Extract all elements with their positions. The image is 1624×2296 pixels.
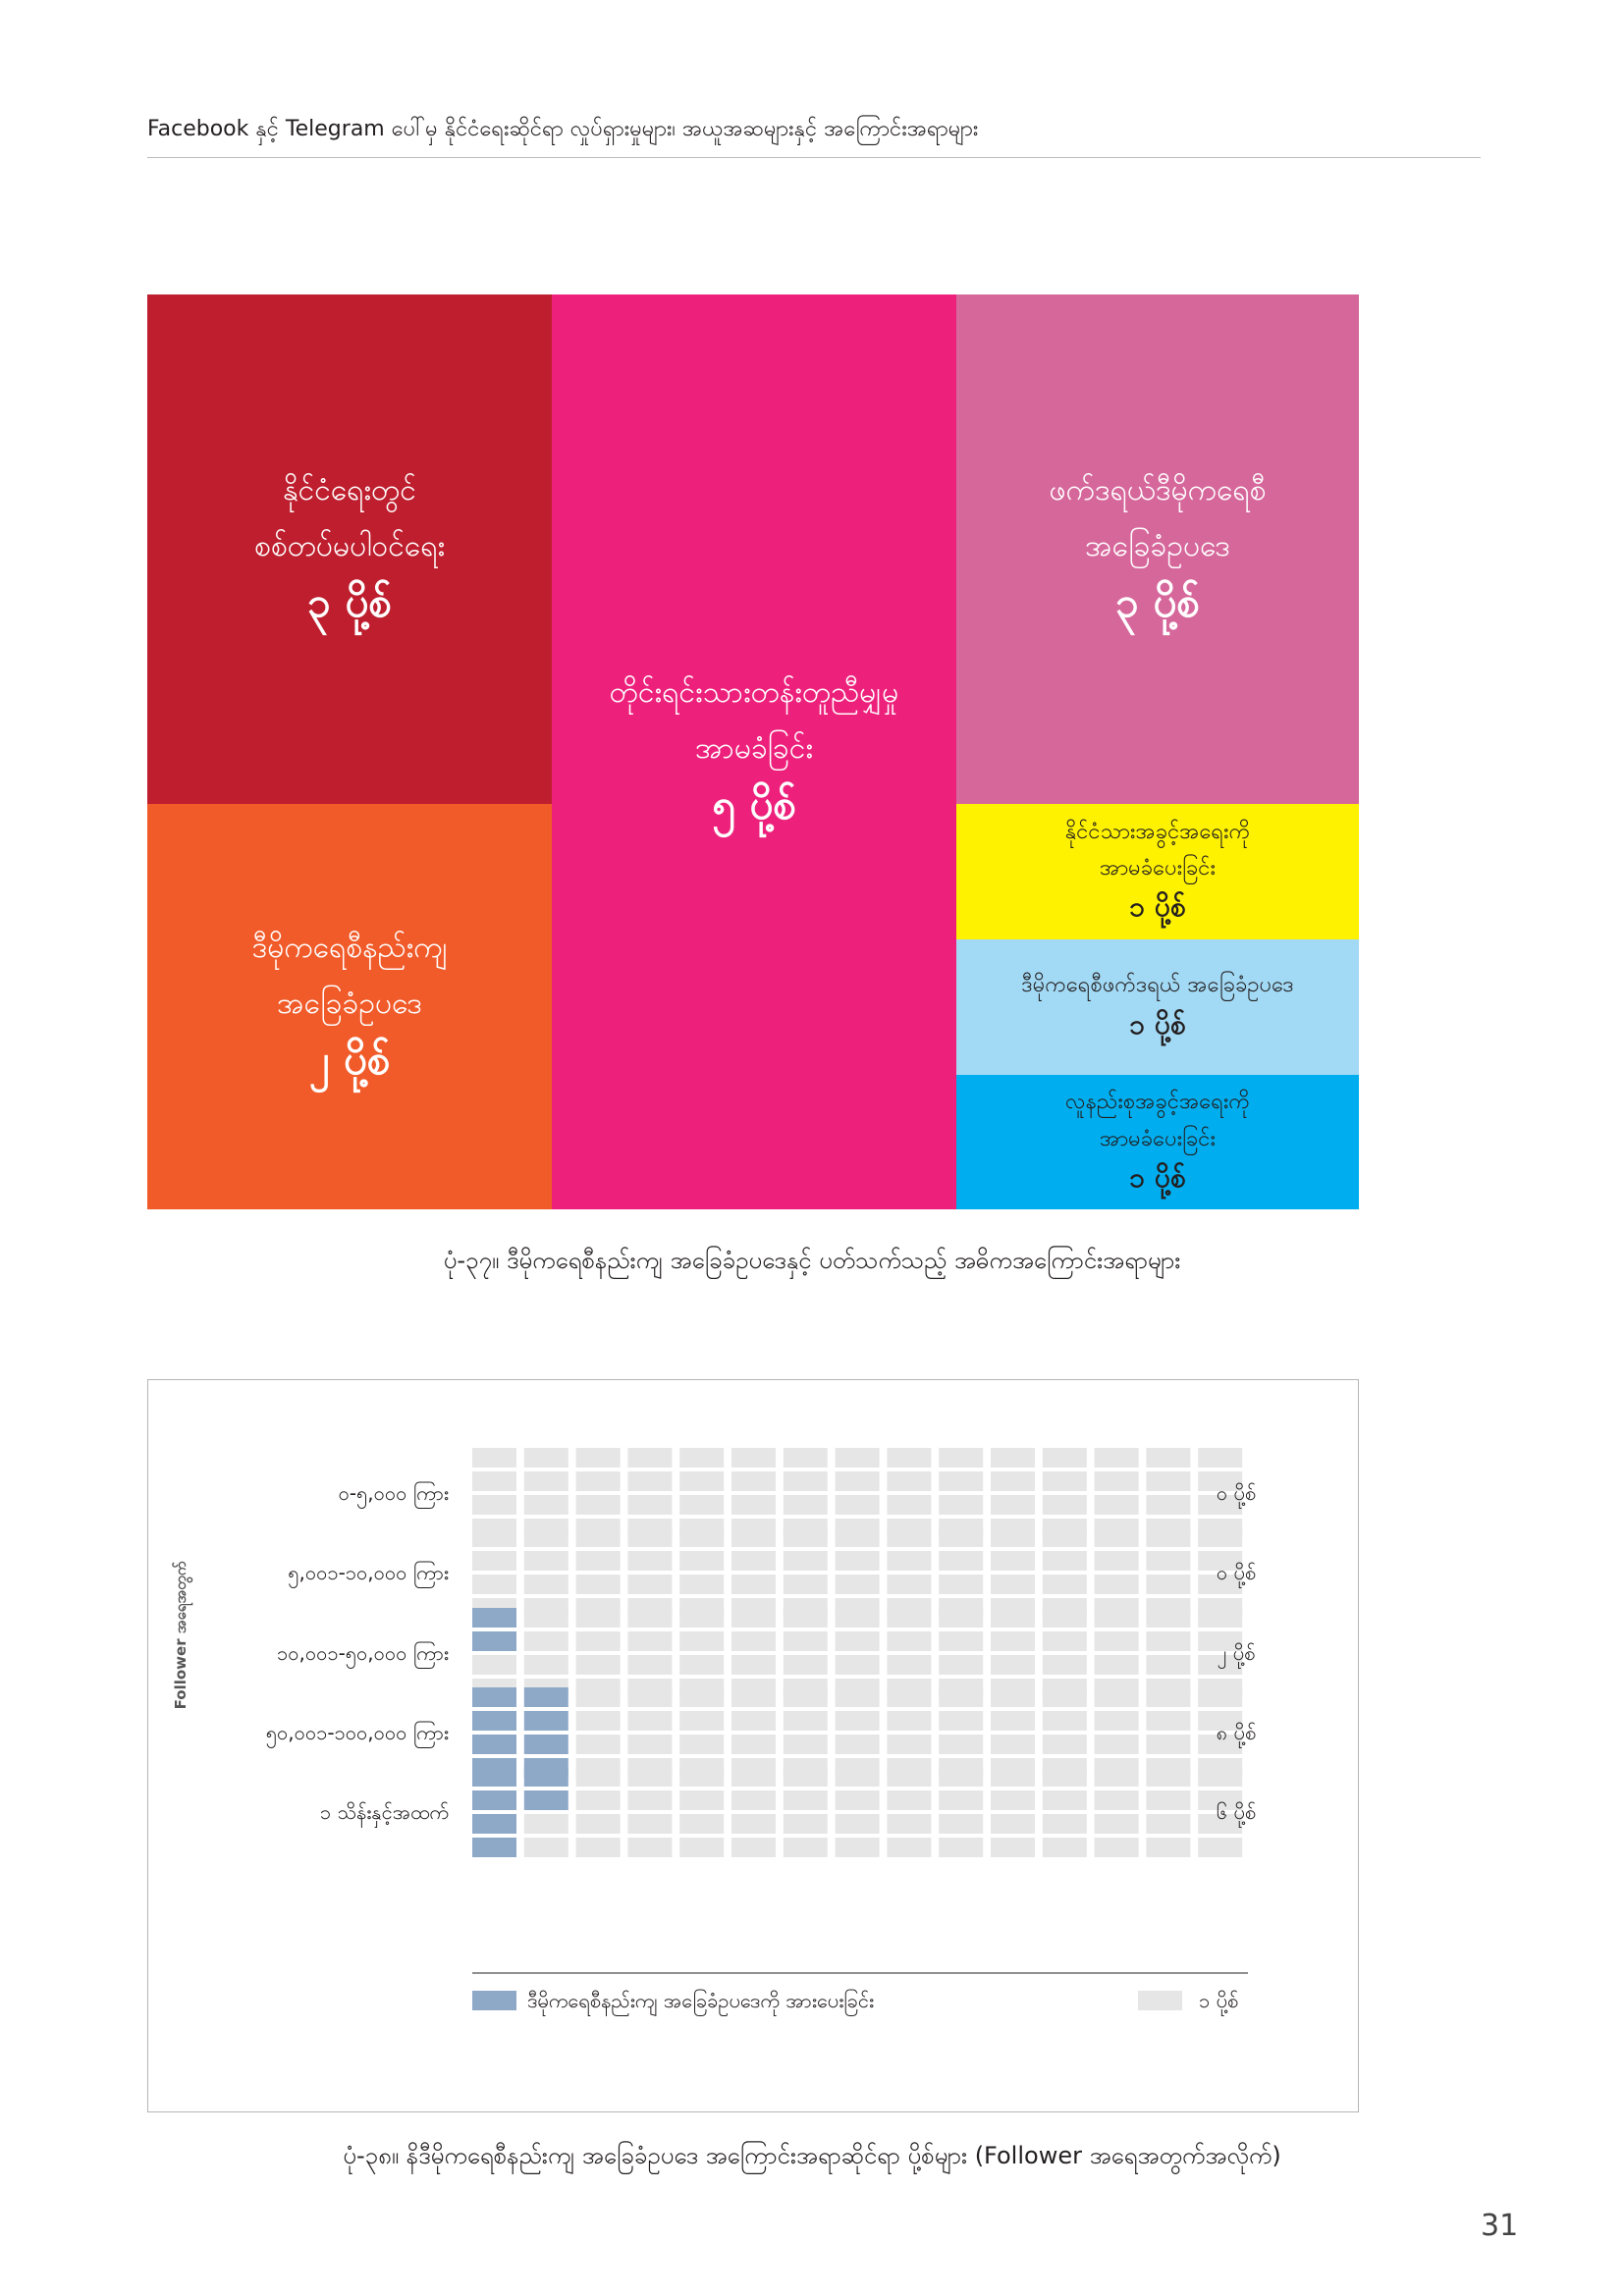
tile-minority-count: ၁ ပို့စ် [1129,1160,1186,1194]
waffle-cell-empty [627,1448,672,1468]
tile-federal-line2: အခြေခံဥပဒေ [1085,528,1230,563]
waffle-cell-empty [939,1711,983,1731]
waffle-cell-empty [939,1551,983,1571]
tile-military [147,294,552,804]
waffle-cell-empty [991,1814,1035,1834]
waffle-cell-empty [1198,1527,1242,1547]
waffle-cell-empty [887,1790,931,1810]
waffle-cell-empty [1146,1448,1190,1468]
waffle-cell-filled [472,1814,516,1834]
tile-democratic-federal [956,939,1359,1075]
waffle-cell-empty [1095,1608,1139,1628]
waffle-cell-empty [1146,1655,1190,1675]
tile-military-line1: နိုင်ငံရေးတွင် [283,472,416,507]
waffle-cell-empty [731,1790,776,1810]
tile-federal-democracy [956,294,1359,804]
waffle-cell-empty [1146,1687,1190,1707]
waffle-cell-empty [1146,1551,1190,1571]
waffle-cell-empty [939,1790,983,1810]
waffle-cell-empty [731,1448,776,1468]
waffle-cell-empty [1043,1790,1087,1810]
value-label: ၀ ပို့စ် [1216,1561,1257,1584]
waffle-cell-empty [784,1655,828,1675]
waffle-cell-empty [836,1814,880,1834]
waffle-cell-empty [679,1631,724,1651]
waffle-cell-empty [679,1814,724,1834]
waffle-cell-empty [627,1735,672,1754]
waffle-cell-empty [939,1687,983,1707]
waffle-cell-empty [1146,1814,1190,1834]
waffle-cell-empty [679,1838,724,1857]
waffle-cell-empty [472,1527,516,1547]
legend-filled-swatch [472,1991,516,2010]
waffle-cell-empty [991,1655,1035,1675]
waffle-cell-empty [1146,1608,1190,1628]
category-label: ၁ သိန်းနှင့်အထက် [319,1800,449,1824]
waffle-cell-empty [939,1655,983,1675]
waffle-cell-empty [679,1711,724,1731]
waffle-cell-empty [1198,1608,1242,1628]
waffle-cell-empty [731,1551,776,1571]
tile-military-line2: စစ်တပ်မပါဝင်ရေး [253,528,446,563]
waffle-cell-empty [731,1527,776,1547]
follower-waffle-panel [147,1379,1359,2112]
waffle-cell-empty [1095,1767,1139,1787]
waffle-cell-empty [731,1711,776,1731]
waffle-cell-empty [887,1655,931,1675]
waffle-cell-empty [679,1687,724,1707]
waffle-cell-empty [524,1551,568,1571]
category-label: ၀-၅,၀၀၀ ကြား [338,1481,449,1505]
waffle-cell-empty [1095,1631,1139,1651]
waffle-cell-empty [887,1735,931,1754]
waffle-cell-empty [1043,1767,1087,1787]
y-axis-label: Follower အရေအတွက် [172,1561,189,1710]
waffle-cell-empty [784,1551,828,1571]
waffle-cell-empty [679,1790,724,1810]
waffle-cell-empty [679,1448,724,1468]
waffle-cell-empty [1043,1711,1087,1731]
waffle-cell-empty [836,1790,880,1810]
waffle-cell-empty [836,1735,880,1754]
tile-federal-count: ၃ ပို့စ် [1115,577,1200,626]
waffle-cell-empty [627,1814,672,1834]
tile-citizen-line2: အာမခံပေးခြင်း [1099,856,1217,881]
tile-democratic-line2: အခြေခံဥပဒေ [277,986,422,1021]
waffle-cell-empty [1198,1767,1242,1787]
waffle-cell-empty [1043,1448,1087,1468]
waffle-cell-empty [887,1527,931,1547]
tile-ethnic-equality [552,294,956,1209]
waffle-cell-empty [524,1838,568,1857]
waffle-cell-empty [576,1838,621,1857]
waffle-cell-empty [524,1608,568,1628]
waffle-cell-empty [1146,1790,1190,1810]
tile-citizen-count: ၁ ပို့စ် [1129,890,1186,924]
waffle-cell-empty [576,1471,621,1491]
waffle-cell-empty [731,1687,776,1707]
waffle-cell-empty [836,1471,880,1491]
waffle-cell-empty [991,1790,1035,1810]
waffle-cell-empty [784,1767,828,1787]
waffle-cell-empty [991,1527,1035,1547]
waffle-cell-empty [1095,1790,1139,1810]
waffle-cell-empty [991,1711,1035,1731]
waffle-cell-empty [1043,1495,1087,1515]
tile-demfed-count: ၁ ပို့စ် [1129,1007,1186,1041]
waffle-cell-filled [472,1735,516,1754]
waffle-cell-empty [784,1631,828,1651]
waffle-cell-empty [731,1735,776,1754]
waffle-cell-empty [679,1551,724,1571]
waffle-cell-empty [1198,1687,1242,1707]
waffle-cell-empty [576,1767,621,1787]
waffle-cell-empty [784,1687,828,1707]
waffle-cell-empty [576,1631,621,1651]
waffle-cell-empty [679,1527,724,1547]
waffle-cell-empty [1043,1631,1087,1651]
waffle-cell-empty [991,1471,1035,1491]
waffle-cell-empty [576,1551,621,1571]
waffle-cell-filled [472,1838,516,1857]
waffle-cell-empty [731,1608,776,1628]
waffle-cell-empty [576,1608,621,1628]
waffle-cell-empty [991,1495,1035,1515]
waffle-cell-empty [991,1838,1035,1857]
waffle-cell-empty [784,1448,828,1468]
waffle-cell-filled [524,1687,568,1707]
tile-military-count: ၃ ပို့စ် [307,577,392,626]
waffle-cell-empty [731,1631,776,1651]
waffle-cell-empty [679,1655,724,1675]
waffle-cell-filled [472,1687,516,1707]
waffle-cell-empty [627,1790,672,1810]
waffle-cell-empty [1043,1527,1087,1547]
waffle-cell-empty [784,1735,828,1754]
waffle-cell-empty [1146,1711,1190,1731]
waffle-cell-empty [679,1575,724,1594]
tile-democratic-count: ၂ ပို့စ် [308,1035,391,1084]
waffle-cell-empty [836,1448,880,1468]
waffle-cell-empty [524,1448,568,1468]
waffle-cell-empty [1095,1814,1139,1834]
tile-minority-line1: လူနည်းစုအခွင့်အရေးကို [1065,1090,1250,1115]
waffle-cell-empty [627,1838,672,1857]
waffle-cell-filled [472,1767,516,1787]
waffle-cell-empty [991,1608,1035,1628]
running-header: Facebook နှင့် Telegram ပေါ်မှ နိုင်ငံရေးဆိုင်ရာ လှုပ်ရှားမှုများ၊ အယူအဆများနှင့် အကြောင်းအရာများ [147,117,979,141]
waffle-cell-filled [524,1735,568,1754]
waffle-cell-empty [1095,1711,1139,1731]
waffle-cell-empty [836,1655,880,1675]
waffle-cell-empty [679,1608,724,1628]
waffle-cell-empty [524,1527,568,1547]
waffle-cell-empty [784,1575,828,1594]
waffle-cell-empty [939,1448,983,1468]
waffle-cell-empty [1095,1687,1139,1707]
waffle-cell-empty [887,1551,931,1571]
waffle-cell-empty [836,1687,880,1707]
tile-ethnic-line1: တိုင်းရင်းသားတန်းတူညီမျှမှု [609,675,899,710]
tile-ethnic-line2: အာမခံခြင်း [694,731,814,766]
figure-37-caption: ပုံ-၃၇။ ဒီမိုကရေစီနည်းကျ အခြေခံဥပဒေနှင့် ပတ်သက်သည့် အဓိကအကြောင်းအရာများ [443,1247,1181,1274]
waffle-cell-empty [784,1495,828,1515]
waffle-cell-empty [731,1838,776,1857]
waffle-cell-empty [1095,1735,1139,1754]
waffle-cell-empty [939,1767,983,1787]
waffle-cell-empty [472,1471,516,1491]
waffle-cell-empty [1043,1735,1087,1754]
waffle-cell-empty [784,1838,828,1857]
waffle-cell-empty [1095,1551,1139,1571]
waffle-cell-empty [939,1814,983,1834]
waffle-cell-empty [524,1655,568,1675]
waffle-cell-empty [731,1471,776,1491]
waffle-cell-empty [991,1767,1035,1787]
figure-38-caption: ပုံ-၃၈။ နိဒီမိုကရေစီနည်းကျ အခြေခံဥပဒေ အကြောင်းအရာဆိုင်ရာ ပို့စ်များ (Follower အရေအတွက်အလိုက်) [343,2142,1281,2169]
waffle-cell-empty [887,1631,931,1651]
waffle-cell-empty [627,1551,672,1571]
waffle-cell-empty [731,1655,776,1675]
value-label: ၆ ပို့စ် [1216,1800,1257,1824]
value-label: ၀ ပို့စ် [1216,1481,1257,1505]
waffle-cell-empty [1043,1655,1087,1675]
waffle-cell-empty [576,1790,621,1810]
waffle-cell-empty [731,1814,776,1834]
waffle-cell-empty [1095,1655,1139,1675]
waffle-cell-empty [576,1711,621,1731]
waffle-cell-empty [1095,1575,1139,1594]
waffle-cell-empty [887,1608,931,1628]
waffle-cell-empty [472,1448,516,1468]
waffle-cell-empty [1146,1838,1190,1857]
header-divider [147,157,1481,158]
waffle-cell-empty [627,1687,672,1707]
waffle-cell-empty [1146,1767,1190,1787]
waffle-cell-empty [1043,1551,1087,1571]
waffle-cell-empty [679,1767,724,1787]
tile-citizen-rights [956,804,1359,939]
waffle-cell-empty [627,1711,672,1731]
tile-minority-line2: အာမခံပေးခြင်း [1099,1126,1217,1151]
waffle-cell-empty [887,1767,931,1787]
tile-ethnic-count: ၅ ပို့စ် [712,780,796,828]
waffle-cell-empty [679,1495,724,1515]
waffle-cell-empty [627,1471,672,1491]
waffle-cell-filled [524,1790,568,1810]
waffle-cell-empty [1146,1527,1190,1547]
waffle-cell-empty [627,1767,672,1787]
waffle-cell-empty [576,1527,621,1547]
waffle-cell-empty [576,1814,621,1834]
waffle-cell-empty [472,1551,516,1571]
waffle-cell-empty [939,1495,983,1515]
waffle-cell-empty [524,1575,568,1594]
waffle-cell-empty [836,1575,880,1594]
waffle-cell-empty [836,1711,880,1731]
waffle-cell-empty [991,1735,1035,1754]
page-number: 31 [1481,2209,1519,2243]
waffle-cell-empty [836,1838,880,1857]
waffle-cell-empty [576,1687,621,1707]
waffle-cell-empty [836,1608,880,1628]
category-label: ၁၀,၀၀၁-၅၀,၀၀၀ ကြား [276,1641,449,1665]
tile-democratic-constitution [147,804,552,1209]
legend-unit-swatch [1138,1991,1182,2010]
category-label: ၅,၀၀၁-၁၀,၀၀၀ ကြား [288,1561,449,1584]
waffle-cell-filled [472,1608,516,1628]
waffle-cell-empty [627,1608,672,1628]
waffle-cell-empty [1198,1448,1242,1468]
waffle-cell-empty [627,1575,672,1594]
category-label: ၅၀,၀၀၁-၁၀၀,၀၀၀ ကြား [265,1721,449,1744]
waffle-cell-empty [991,1631,1035,1651]
waffle-cell-filled [472,1790,516,1810]
waffle-cell-empty [836,1767,880,1787]
waffle-cell-empty [576,1575,621,1594]
waffle-cell-empty [731,1575,776,1594]
waffle-cell-empty [939,1735,983,1754]
waffle-cell-empty [836,1495,880,1515]
waffle-cell-empty [1043,1687,1087,1707]
waffle-cell-empty [991,1448,1035,1468]
legend-unit-label: ၁ ပို့စ် [1199,1989,1239,2012]
value-label: ၂ ပို့စ် [1217,1641,1256,1665]
waffle-cell-empty [784,1790,828,1810]
tile-demfed-line1: ဒီမိုကရေစီဖက်ဒရယ် အခြေခံဥပဒေ [1021,973,1294,998]
waffle-cell-empty [939,1608,983,1628]
waffle-cell-empty [784,1471,828,1491]
waffle-cell-empty [784,1527,828,1547]
waffle-cell-empty [576,1448,621,1468]
waffle-cell-empty [679,1735,724,1754]
waffle-cell-empty [887,1814,931,1834]
waffle-cell-filled [472,1711,516,1731]
waffle-cell-empty [524,1814,568,1834]
waffle-cell-empty [1146,1495,1190,1515]
waffle-cell-empty [679,1471,724,1491]
waffle-cell-empty [939,1575,983,1594]
waffle-cell-empty [576,1655,621,1675]
waffle-cell-empty [887,1471,931,1491]
waffle-cell-empty [1146,1575,1190,1594]
waffle-cell-empty [1146,1471,1190,1491]
waffle-cell-empty [836,1631,880,1651]
waffle-cell-empty [1146,1735,1190,1754]
waffle-cell-empty [524,1495,568,1515]
waffle-cell-empty [1043,1838,1087,1857]
tile-minority-rights [956,1075,1359,1209]
waffle-cell-empty [887,1495,931,1515]
waffle-cell-empty [836,1551,880,1571]
waffle-cell-empty [627,1631,672,1651]
waffle-cell-empty [1095,1471,1139,1491]
waffle-cell-empty [1095,1448,1139,1468]
tile-federal-line1: ဖက်ဒရယ်ဒီမိုကရေစီ [1049,472,1267,507]
waffle-cell-empty [472,1495,516,1515]
waffle-cell-empty [1095,1838,1139,1857]
tile-democratic-line1: ဒီမိုကရေစီနည်းကျ [251,930,448,965]
waffle-cell-empty [1043,1814,1087,1834]
legend-filled-label: ဒီမိုကရေစီနည်းကျ အခြေခံဥပဒေကို အားပေးခြင်း [527,1989,875,2012]
waffle-cell-empty [524,1471,568,1491]
follower-waffle-chart [148,1380,1360,2113]
waffle-cell-empty [731,1495,776,1515]
waffle-cell-empty [784,1711,828,1731]
waffle-cell-empty [1198,1838,1242,1857]
waffle-cell-empty [887,1711,931,1731]
waffle-cell-filled [524,1711,568,1731]
waffle-cell-empty [1146,1631,1190,1651]
waffle-cell-empty [991,1575,1035,1594]
topics-treemap [147,294,1359,1209]
waffle-cell-empty [627,1655,672,1675]
waffle-cell-empty [939,1631,983,1651]
waffle-cell-empty [784,1814,828,1834]
waffle-cell-empty [524,1631,568,1651]
waffle-cell-empty [1043,1471,1087,1491]
waffle-cell-empty [472,1655,516,1675]
waffle-cell-empty [887,1575,931,1594]
waffle-cell-empty [576,1495,621,1515]
waffle-cell-empty [1043,1608,1087,1628]
waffle-cell-empty [991,1551,1035,1571]
waffle-cell-empty [784,1608,828,1628]
waffle-cell-empty [1095,1495,1139,1515]
waffle-cell-empty [472,1575,516,1594]
value-label: ၈ ပို့စ် [1216,1721,1257,1744]
waffle-cell-empty [731,1767,776,1787]
waffle-cell-empty [1095,1527,1139,1547]
waffle-cell-empty [991,1687,1035,1707]
waffle-cell-filled [524,1767,568,1787]
waffle-cell-empty [887,1448,931,1468]
waffle-cell-filled [472,1631,516,1651]
waffle-cell-empty [836,1527,880,1547]
tile-citizen-line1: နိုင်ငံသားအခွင့်အရေးကို [1064,819,1251,844]
waffle-cell-empty [939,1471,983,1491]
waffle-cell-empty [939,1838,983,1857]
waffle-cell-empty [627,1527,672,1547]
waffle-cell-empty [627,1495,672,1515]
waffle-cell-empty [939,1527,983,1547]
waffle-cell-empty [576,1735,621,1754]
waffle-cell-empty [887,1838,931,1857]
waffle-cell-empty [887,1687,931,1707]
waffle-cell-empty [1043,1575,1087,1594]
